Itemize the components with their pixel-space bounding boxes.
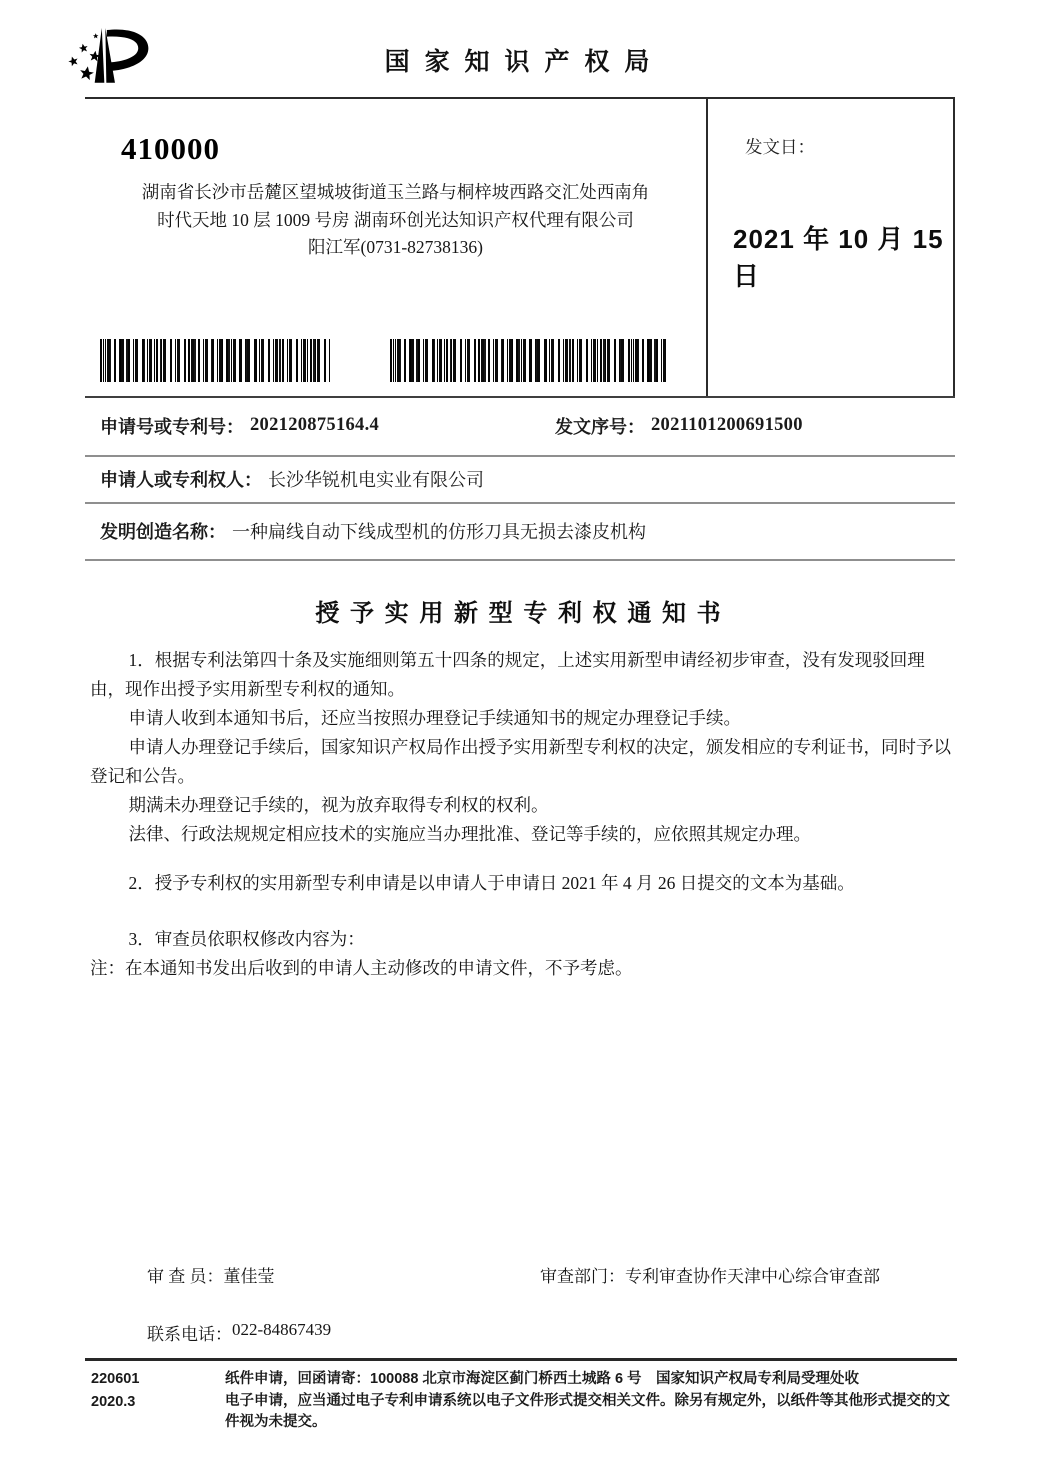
dispatch-date-label: 发文日： — [745, 137, 815, 157]
notice-paragraph: 3．审查员依职权修改内容为： — [128, 929, 365, 949]
dispatch-serial-value: 2021101200691500 — [651, 415, 803, 435]
footer-note-electronic: 电子申请，应当通过电子专利申请系统以电子文件形式提交相关文件。除另有规定外，以纸件等其他形式提交的文件视为未提交。 — [225, 1392, 950, 1430]
form-code: 220601 — [91, 1371, 140, 1387]
applicant-value: 长沙华锐机电实业有限公司 — [268, 469, 484, 490]
application-number-row — [85, 396, 955, 457]
address-line-3: 阳江军(0731-82738136) — [308, 237, 483, 257]
application-number-label: 申请号或专利号： — [100, 416, 244, 437]
examiner-group — [147, 1262, 275, 1287]
notice-paragraph: 法律、行政法规规定相应技术的实施应当办理批准、登记等手续的，应依照其规定办理。 — [128, 824, 811, 844]
invention-title-value: 一种扁线自动下线成型机的仿形刀具无损去漆皮机构 — [232, 521, 646, 542]
department-value: 专利审查协作天津中心综合审查部 — [625, 1267, 880, 1286]
application-number-value: 202120875164.4 — [250, 415, 380, 435]
invention-title-label: 发明创造名称： — [100, 521, 226, 542]
applicant-label: 申请人或专利权人： — [100, 469, 262, 490]
postal-code: 410000 — [121, 131, 220, 166]
dispatch-date-box — [706, 99, 955, 396]
notice-title: 授 予 实 用 新 型 专 利 权 通 知 书 — [315, 600, 723, 627]
footer-note-paper: 纸件申请，回函请寄：100088 北京市海淀区蓟门桥西土城路 6 号 国家知识产权局专利局受理处收 — [225, 1371, 860, 1387]
dispatch-serial-group — [555, 413, 803, 439]
examiner-name: 董佳莹 — [223, 1267, 275, 1286]
org-title: 国 家 知 识 产 权 局 — [384, 48, 654, 76]
notice-paragraph: 期满未办理登记手续的，视为放弃取得专利权的权利。 — [128, 795, 549, 815]
form-version: 2020.3 — [91, 1393, 136, 1410]
address-line-2: 时代天地 10 层 1009 号房 湖南环创光达知识产权代理有限公司 — [157, 209, 634, 230]
recipient-address — [85, 179, 706, 262]
address-line-1: 湖南省长沙市岳麓区望城坡街道玉兰路与桐梓坡西路交汇处西南角 — [141, 182, 650, 202]
notice-body — [90, 646, 952, 983]
invention-title-row — [85, 502, 955, 561]
department-label: 审查部门： — [540, 1267, 625, 1286]
recipient-band — [85, 97, 955, 398]
notice-paragraph: 2．授予专利权的实用新型专利申请是以申请人于申请日 2021 年 4 月 26 日提交的文本为基础。 — [128, 873, 855, 893]
phone-label: 联系电话： — [147, 1325, 232, 1344]
notice-paragraph: 申请人收到本通知书后，还应当按照办理登记手续通知书的规定办理登记手续。 — [128, 708, 741, 728]
notice-paragraph: 注：在本通知书发出后收到的申请人主动修改的申请文件，不予考虑。 — [90, 958, 633, 978]
form-codes — [85, 1369, 225, 1434]
dispatch-serial-label: 发文序号： — [555, 416, 645, 437]
notice-paragraph: 申请人办理登记手续后，国家知识产权局作出授予实用新型专利权的决定，颁发相应的专利证书，同时予以登记和公告。 — [90, 737, 951, 786]
department-group — [540, 1262, 880, 1287]
notice-paragraph: 1．根据专利法第四十条及实施细则第五十四条的规定，上述实用新型申请经初步审查，没有发现驳回理由，现作出授予实用新型专利权的通知。 — [90, 650, 925, 699]
phone-value: 022-84867439 — [232, 1320, 332, 1339]
dispatch-date-value: 2021 年 10 月 15 日 — [733, 224, 944, 291]
footer — [85, 1358, 957, 1434]
examiner-label: 审 查 员： — [147, 1267, 224, 1286]
applicant-row — [85, 455, 955, 504]
barcode-icon — [390, 339, 668, 382]
barcode-icon — [100, 339, 330, 382]
phone-group — [147, 1320, 331, 1345]
footer-notes — [225, 1369, 957, 1434]
